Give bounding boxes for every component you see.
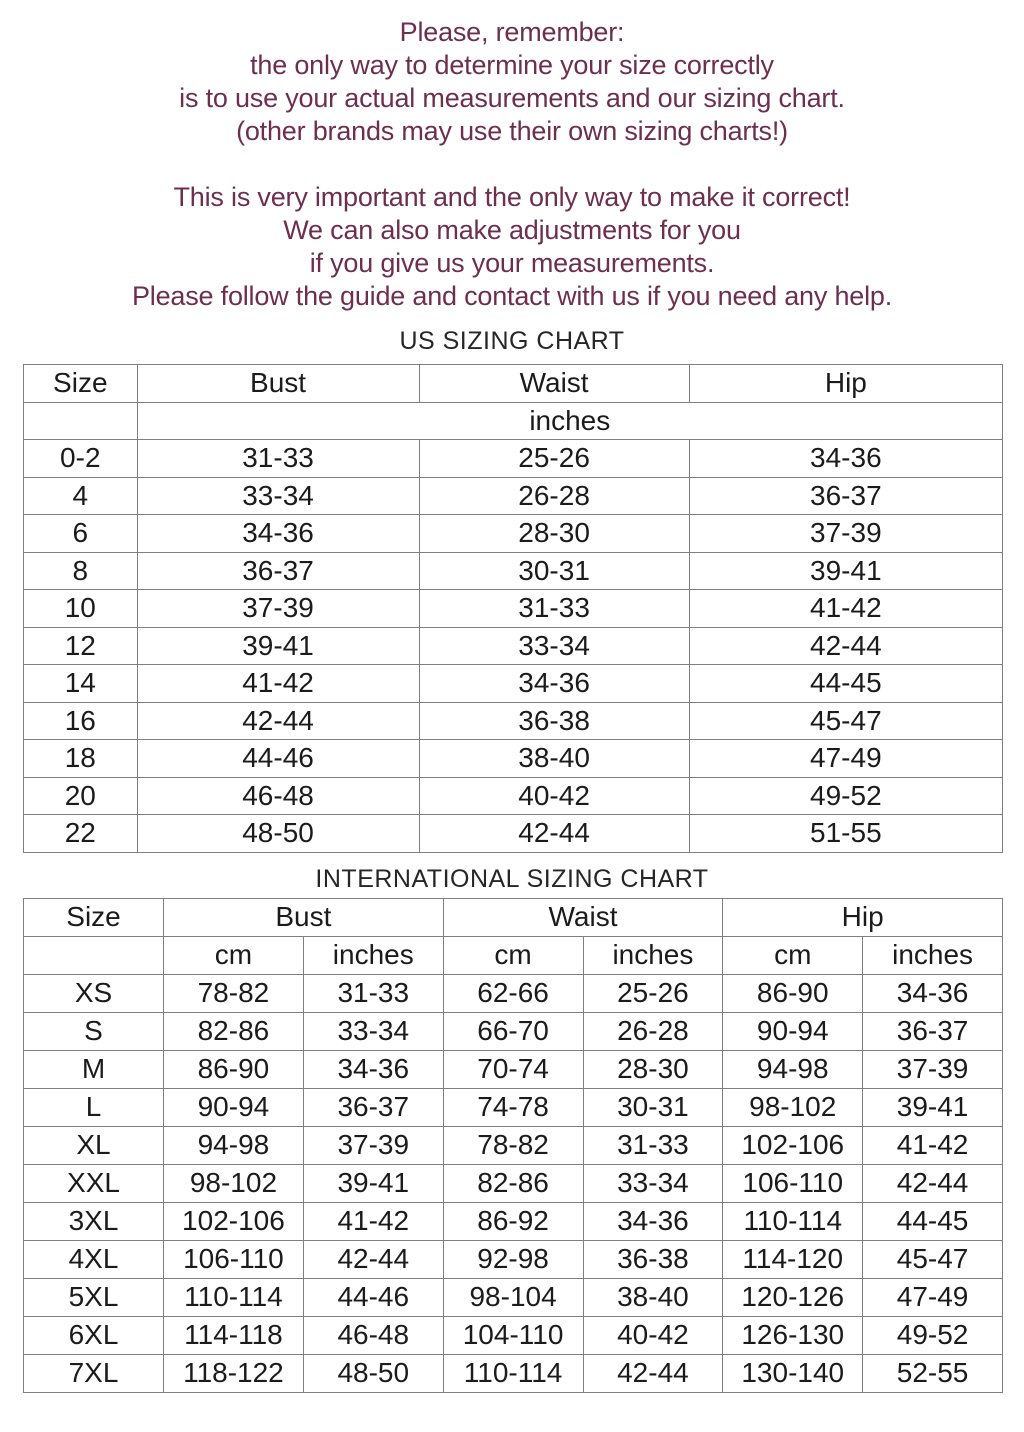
measurement-cell: 39-41	[137, 627, 419, 665]
column-header-size: Size	[24, 898, 164, 936]
us-unit-row	[24, 402, 1003, 440]
table-row	[24, 665, 1003, 703]
measurement-cell: 36-37	[689, 477, 1002, 515]
column-header-hip: Hip	[723, 898, 1003, 936]
measurement-cell: 41-42	[689, 590, 1002, 628]
intl-unit-row	[24, 936, 1003, 974]
table-row	[24, 1164, 1003, 1202]
measurement-cell: 102-106	[164, 1202, 304, 1240]
unit-label-bust-cm: cm	[164, 936, 304, 974]
table-row	[24, 1240, 1003, 1278]
measurement-cell: 47-49	[863, 1278, 1003, 1316]
measurement-cell: 82-86	[164, 1012, 304, 1050]
measurement-cell: 66-70	[443, 1012, 583, 1050]
table-row	[24, 627, 1003, 665]
size-cell: 4XL	[24, 1240, 164, 1278]
intro-line-blank	[0, 148, 1024, 181]
measurement-cell: 40-42	[419, 777, 689, 815]
measurement-cell: 39-41	[863, 1088, 1003, 1126]
measurement-cell: 34-36	[137, 515, 419, 553]
size-cell: 12	[24, 627, 138, 665]
table-row	[24, 477, 1003, 515]
table-row	[24, 440, 1003, 478]
size-cell: 0-2	[24, 440, 138, 478]
measurement-cell: 98-102	[723, 1088, 863, 1126]
measurement-cell: 110-114	[443, 1354, 583, 1392]
size-cell: 3XL	[24, 1202, 164, 1240]
table-row	[24, 974, 1003, 1012]
measurement-cell: 44-46	[137, 740, 419, 778]
measurement-cell: 36-37	[303, 1088, 443, 1126]
unit-label-bust-inches: inches	[303, 936, 443, 974]
unit-label: inches	[137, 402, 1002, 440]
table-row	[24, 515, 1003, 553]
measurement-cell: 37-39	[863, 1050, 1003, 1088]
intro-line: We can also make adjustments for you	[283, 215, 741, 245]
size-cell: 6	[24, 515, 138, 553]
measurement-cell: 92-98	[443, 1240, 583, 1278]
us-chart-title: US SIZING CHART	[399, 327, 625, 355]
measurement-cell: 44-45	[863, 1202, 1003, 1240]
column-header-size: Size	[24, 365, 138, 403]
measurement-cell: 36-37	[863, 1012, 1003, 1050]
measurement-cell: 86-90	[723, 974, 863, 1012]
measurement-cell: 106-110	[164, 1240, 304, 1278]
table-row	[24, 1202, 1003, 1240]
measurement-cell: 37-39	[689, 515, 1002, 553]
measurement-cell: 31-33	[137, 440, 419, 478]
measurement-cell: 34-36	[863, 974, 1003, 1012]
measurement-cell: 102-106	[723, 1126, 863, 1164]
measurement-cell: 51-55	[689, 815, 1002, 853]
measurement-cell: 82-86	[443, 1164, 583, 1202]
size-cell: 20	[24, 777, 138, 815]
measurement-cell: 33-34	[583, 1164, 723, 1202]
intl-table-body	[24, 974, 1003, 1392]
measurement-cell: 42-44	[137, 702, 419, 740]
measurement-cell: 36-38	[419, 702, 689, 740]
size-cell: XXL	[24, 1164, 164, 1202]
us-header-row	[24, 365, 1003, 403]
measurement-cell: 31-33	[583, 1126, 723, 1164]
measurement-cell: 49-52	[863, 1316, 1003, 1354]
measurement-cell: 38-40	[583, 1278, 723, 1316]
measurement-cell: 42-44	[583, 1354, 723, 1392]
intro-line: the only way to determine your size correctly	[250, 50, 774, 80]
measurement-cell: 86-90	[164, 1050, 304, 1088]
size-cell: XS	[24, 974, 164, 1012]
measurement-cell: 45-47	[689, 702, 1002, 740]
measurement-cell: 104-110	[443, 1316, 583, 1354]
measurement-cell: 118-122	[164, 1354, 304, 1392]
measurement-cell: 74-78	[443, 1088, 583, 1126]
measurement-cell: 94-98	[723, 1050, 863, 1088]
table-row	[24, 1316, 1003, 1354]
measurement-cell: 114-120	[723, 1240, 863, 1278]
size-cell: 10	[24, 590, 138, 628]
measurement-cell: 49-52	[689, 777, 1002, 815]
measurement-cell: 39-41	[689, 552, 1002, 590]
measurement-cell: 48-50	[303, 1354, 443, 1392]
measurement-cell: 41-42	[137, 665, 419, 703]
measurement-cell: 26-28	[419, 477, 689, 515]
measurement-cell: 33-34	[419, 627, 689, 665]
measurement-cell: 62-66	[443, 974, 583, 1012]
measurement-cell: 94-98	[164, 1126, 304, 1164]
measurement-cell: 33-34	[303, 1012, 443, 1050]
measurement-cell: 114-118	[164, 1316, 304, 1354]
measurement-cell: 42-44	[689, 627, 1002, 665]
measurement-cell: 41-42	[863, 1126, 1003, 1164]
measurement-cell: 31-33	[419, 590, 689, 628]
size-cell: XL	[24, 1126, 164, 1164]
measurement-cell: 34-36	[303, 1050, 443, 1088]
intro-line: Please, remember:	[399, 17, 625, 47]
measurement-cell: 106-110	[723, 1164, 863, 1202]
measurement-cell: 25-26	[583, 974, 723, 1012]
table-row	[24, 1088, 1003, 1126]
size-cell: S	[24, 1012, 164, 1050]
measurement-cell: 46-48	[303, 1316, 443, 1354]
measurement-cell: 70-74	[443, 1050, 583, 1088]
measurement-cell: 47-49	[689, 740, 1002, 778]
size-cell: M	[24, 1050, 164, 1088]
measurement-cell: 31-33	[303, 974, 443, 1012]
measurement-cell: 37-39	[137, 590, 419, 628]
column-header-bust: Bust	[137, 365, 419, 403]
measurement-cell: 90-94	[723, 1012, 863, 1050]
unit-label-hip-inches: inches	[863, 936, 1003, 974]
table-row	[24, 1126, 1003, 1164]
size-cell: 5XL	[24, 1278, 164, 1316]
measurement-cell: 36-37	[137, 552, 419, 590]
us-sizing-table	[23, 364, 1003, 853]
measurement-cell: 126-130	[723, 1316, 863, 1354]
measurement-cell: 130-140	[723, 1354, 863, 1392]
measurement-cell: 46-48	[137, 777, 419, 815]
intro-line: if you give us your measurements.	[309, 248, 715, 278]
intro-line: is to use your actual measurements and our sizing chart.	[179, 83, 845, 113]
measurement-cell: 98-102	[164, 1164, 304, 1202]
measurement-cell: 36-38	[583, 1240, 723, 1278]
table-row	[24, 815, 1003, 853]
intro-line: (other brands may use their own sizing charts!)	[236, 116, 788, 146]
measurement-cell: 38-40	[419, 740, 689, 778]
international-sizing-table	[23, 898, 1003, 1393]
measurement-cell: 28-30	[583, 1050, 723, 1088]
measurement-cell: 78-82	[164, 974, 304, 1012]
unit-label-waist-inches: inches	[583, 936, 723, 974]
column-header-hip: Hip	[689, 365, 1002, 403]
table-row	[24, 590, 1003, 628]
international-chart-title: INTERNATIONAL SIZING CHART	[315, 864, 709, 893]
measurement-cell: 78-82	[443, 1126, 583, 1164]
column-header-waist: Waist	[443, 898, 723, 936]
measurement-cell: 37-39	[303, 1126, 443, 1164]
column-header-waist: Waist	[419, 365, 689, 403]
measurement-cell: 120-126	[723, 1278, 863, 1316]
measurement-cell: 42-44	[303, 1240, 443, 1278]
measurement-cell: 42-44	[419, 815, 689, 853]
measurement-cell: 39-41	[303, 1164, 443, 1202]
size-cell: 8	[24, 552, 138, 590]
measurement-cell: 90-94	[164, 1088, 304, 1126]
table-row	[24, 1278, 1003, 1316]
measurement-cell: 45-47	[863, 1240, 1003, 1278]
empty-cell	[24, 936, 164, 974]
size-cell: 16	[24, 702, 138, 740]
measurement-cell: 30-31	[583, 1088, 723, 1126]
size-cell: 4	[24, 477, 138, 515]
measurement-cell: 52-55	[863, 1354, 1003, 1392]
intl-header-row	[24, 898, 1003, 936]
measurement-cell: 44-46	[303, 1278, 443, 1316]
measurement-cell: 28-30	[419, 515, 689, 553]
measurement-cell: 44-45	[689, 665, 1002, 703]
measurement-cell: 34-36	[583, 1202, 723, 1240]
measurement-cell: 34-36	[689, 440, 1002, 478]
measurement-cell: 40-42	[583, 1316, 723, 1354]
measurement-cell: 33-34	[137, 477, 419, 515]
size-cell: L	[24, 1088, 164, 1126]
table-row	[24, 1050, 1003, 1088]
size-cell: 7XL	[24, 1354, 164, 1392]
intro-line: Please follow the guide and contact with us if you need any help.	[131, 281, 892, 311]
table-row	[24, 1354, 1003, 1392]
size-cell: 18	[24, 740, 138, 778]
unit-label-waist-cm: cm	[443, 936, 583, 974]
measurement-cell: 30-31	[419, 552, 689, 590]
intro-line: This is very important and the only way to make it correct!	[173, 182, 851, 212]
table-row	[24, 740, 1003, 778]
measurement-cell: 41-42	[303, 1202, 443, 1240]
table-row	[24, 552, 1003, 590]
size-cell: 22	[24, 815, 138, 853]
table-row	[24, 702, 1003, 740]
empty-cell	[24, 402, 138, 440]
column-header-bust: Bust	[164, 898, 444, 936]
size-cell: 14	[24, 665, 138, 703]
measurement-cell: 42-44	[863, 1164, 1003, 1202]
measurement-cell: 86-92	[443, 1202, 583, 1240]
size-cell: 6XL	[24, 1316, 164, 1354]
measurement-cell: 98-104	[443, 1278, 583, 1316]
intro-text	[0, 0, 1024, 313]
measurement-cell: 26-28	[583, 1012, 723, 1050]
measurement-cell: 34-36	[419, 665, 689, 703]
us-table-body	[24, 440, 1003, 853]
measurement-cell: 110-114	[723, 1202, 863, 1240]
unit-label-hip-cm: cm	[723, 936, 863, 974]
measurement-cell: 25-26	[419, 440, 689, 478]
table-row	[24, 1012, 1003, 1050]
measurement-cell: 48-50	[137, 815, 419, 853]
measurement-cell: 110-114	[164, 1278, 304, 1316]
table-row	[24, 777, 1003, 815]
